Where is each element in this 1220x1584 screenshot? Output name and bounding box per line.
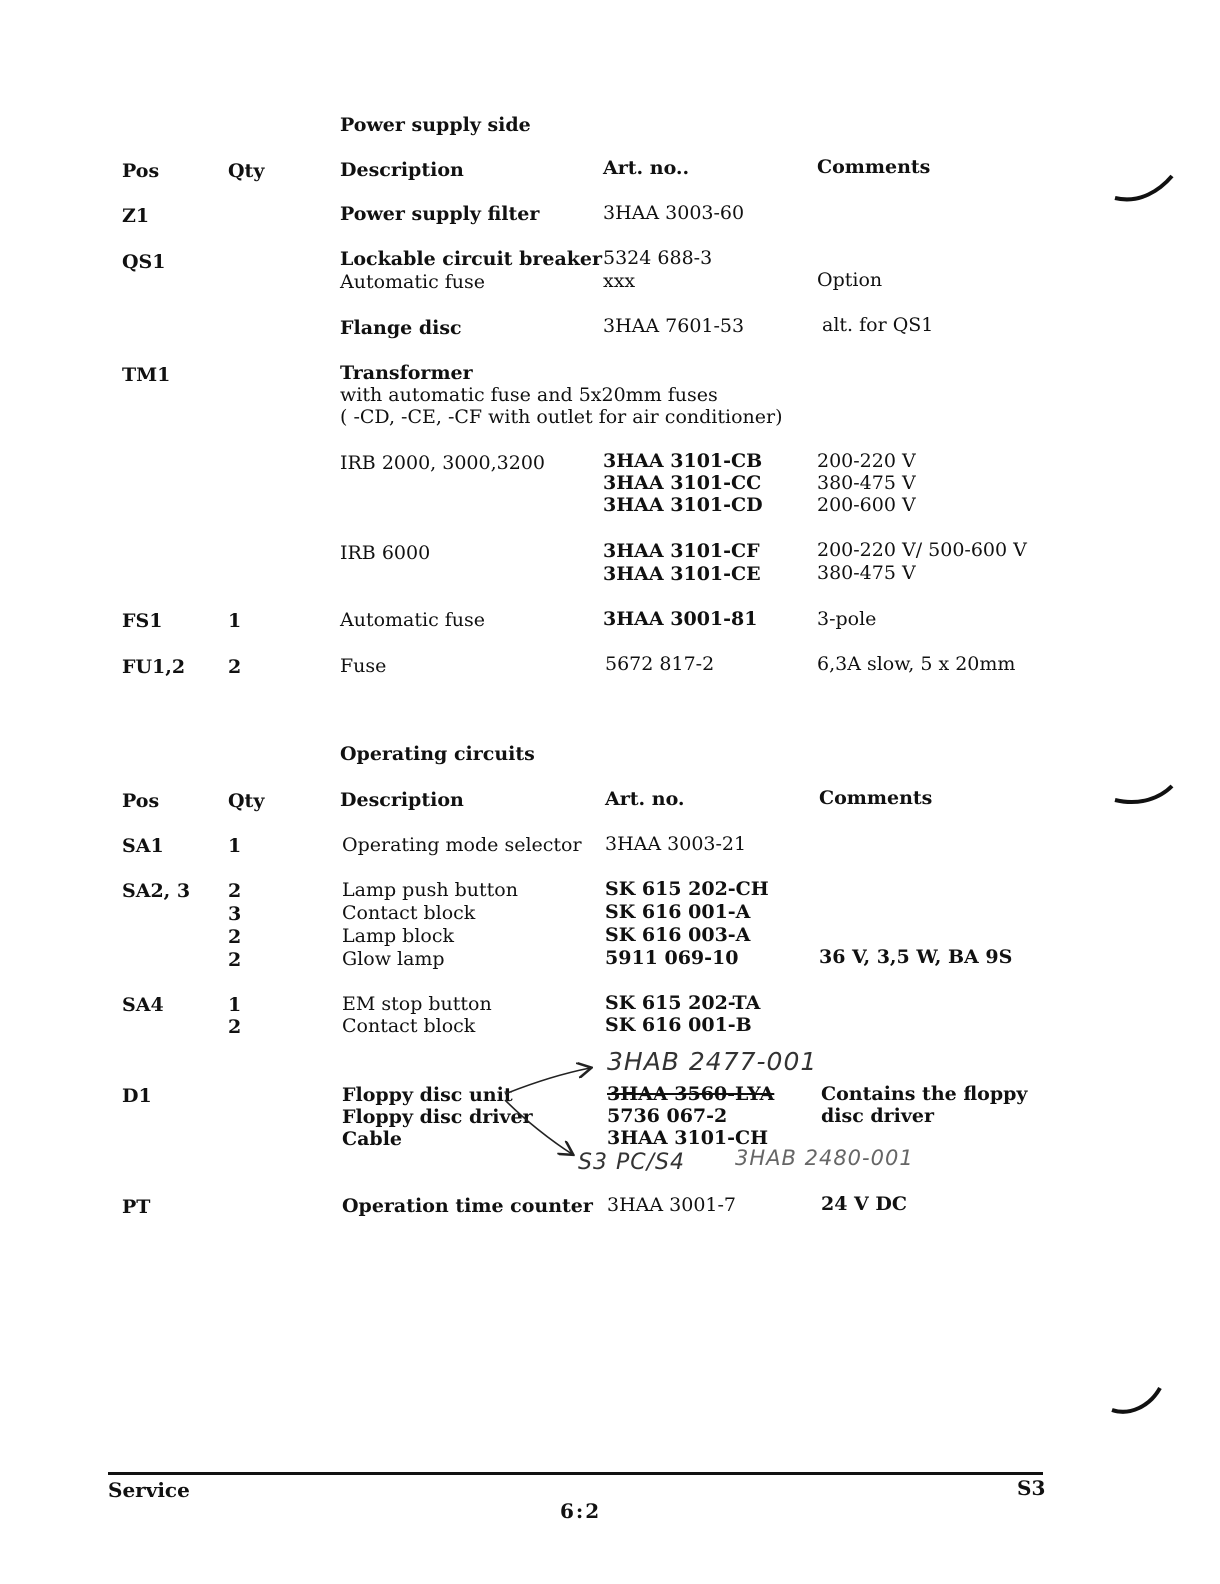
arrow-to-cable-art-no	[505, 1100, 572, 1154]
sa4-qty-2: 2	[228, 1016, 242, 1038]
sa1-pos: SA1	[122, 835, 164, 857]
auto-fuse-option-description: Automatic fuse	[340, 271, 486, 293]
sa4-art-no-1: SK 615 202-TA	[605, 992, 761, 1014]
sa23-art-no-4: 5911 069-10	[605, 947, 739, 969]
power-header-pos: Pos	[122, 160, 160, 182]
qs1-art-no: 5324 688-3	[603, 247, 713, 269]
operating-section-title: Operating circuits	[340, 743, 535, 765]
qs1-pos: QS1	[122, 251, 166, 273]
fs1-description: Automatic fuse	[340, 609, 486, 631]
d1-pos: D1	[122, 1085, 152, 1107]
fu12-art-no: 5672 817-2	[605, 653, 715, 675]
irb-b-model: IRB 6000	[340, 542, 431, 564]
d1-art-no-3: 3HAA 3101-CH	[607, 1127, 769, 1149]
fu12-description: Fuse	[340, 655, 387, 677]
tm1-description-line3: ( -CD, -CE, -CF with outlet for air conditioner)	[340, 406, 783, 428]
fs1-pos: FS1	[122, 610, 163, 632]
irb-a-comment-3: 200-600 V	[817, 494, 916, 516]
d1-comment-1: Contains the floppy	[821, 1083, 1028, 1105]
power-section-title: Power supply side	[340, 114, 531, 136]
d1-description-1: Floppy disc unit	[342, 1084, 513, 1106]
d1-description-2: Floppy disc driver	[342, 1106, 533, 1128]
sa23-description-2: Contact block	[342, 902, 476, 924]
sa23-pos: SA2, 3	[122, 880, 191, 902]
power-header-comments: Comments	[817, 156, 931, 178]
flange-disc-description: Flange disc	[340, 317, 462, 339]
operating-header-description: Description	[340, 789, 464, 811]
sa23-qty-2: 3	[228, 903, 242, 925]
sa23-qty-1: 2	[228, 880, 242, 902]
footer-page-number: 6:2	[560, 1499, 602, 1523]
fs1-comment: 3-pole	[817, 608, 877, 630]
irb-b-art-no-2: 3HAA 3101-CE	[603, 563, 761, 585]
sa4-pos: SA4	[122, 994, 164, 1016]
fu12-qty: 2	[228, 656, 242, 678]
qs1-description: Lockable circuit breaker	[340, 248, 603, 270]
auto-fuse-option-art-no: xxx	[603, 270, 636, 292]
sa4-description-1: EM stop button	[342, 993, 492, 1015]
margin-mark-bottom	[1112, 1388, 1160, 1412]
operating-header-comments: Comments	[819, 787, 933, 809]
fu12-pos: FU1,2	[122, 656, 186, 678]
handwritten-new-art-no: 3HAB 2477-001	[607, 1047, 818, 1076]
pt-pos: PT	[122, 1196, 151, 1218]
sa1-qty: 1	[228, 835, 242, 857]
z1-description: Power supply filter	[340, 203, 540, 225]
sa23-description-3: Lamp block	[342, 925, 454, 947]
power-header-qty: Qty	[228, 160, 265, 182]
pt-comment: 24 V DC	[821, 1193, 908, 1215]
irb-a-art-no-2: 3HAA 3101-CC	[603, 472, 762, 494]
flange-disc-art-no: 3HAA 7601-53	[603, 315, 745, 337]
fs1-art-no: 3HAA 3001-81	[603, 608, 758, 630]
sa23-description-1: Lamp push button	[342, 879, 518, 901]
sa23-qty-4: 2	[228, 949, 242, 971]
tm1-description-line2: with automatic fuse and 5x20mm fuses	[340, 384, 718, 406]
irb-a-art-no-3: 3HAA 3101-CD	[603, 494, 763, 516]
pt-description: Operation time counter	[342, 1195, 593, 1217]
power-header-art-no: Art. no..	[603, 157, 690, 179]
power-header-description: Description	[340, 159, 464, 181]
handwritten-cable-art-no: 3HAB 2480-001	[735, 1146, 914, 1170]
sa23-qty-3: 2	[228, 926, 242, 948]
margin-mark-top	[1115, 176, 1172, 199]
d1-comment-2: disc driver	[821, 1105, 935, 1127]
irb-a-comment-2: 380-475 V	[817, 472, 916, 494]
irb-a-art-no-1: 3HAA 3101-CB	[603, 450, 763, 472]
sa23-art-no-2: SK 616 001-A	[605, 901, 751, 923]
footer-rule	[108, 1472, 1043, 1475]
sa4-art-no-2: SK 616 001-B	[605, 1014, 752, 1036]
sa1-description: Operating mode selector	[342, 834, 582, 856]
sa23-description-4: Glow lamp	[342, 948, 445, 970]
sa23-art-no-1: SK 615 202-CH	[605, 878, 769, 900]
tm1-pos: TM1	[122, 364, 171, 386]
tm1-description: Transformer	[340, 362, 473, 384]
irb-a-comment-1: 200-220 V	[817, 450, 916, 472]
auto-fuse-option-comment: Option	[817, 269, 883, 291]
d1-art-no-2: 5736 067-2	[607, 1105, 728, 1127]
pt-art-no: 3HAA 3001-7	[607, 1194, 737, 1216]
operating-header-qty: Qty	[228, 790, 265, 812]
margin-mark-middle	[1115, 786, 1172, 802]
arrow-to-new-art-no	[505, 1068, 590, 1094]
irb-b-comment-1: 200-220 V/ 500-600 V	[817, 539, 1027, 561]
sa1-art-no: 3HAA 3003-21	[605, 833, 747, 855]
operating-header-pos: Pos	[122, 790, 160, 812]
flange-disc-comment: alt. for QS1	[822, 314, 934, 336]
z1-pos: Z1	[122, 205, 150, 227]
irb-b-art-no-1: 3HAA 3101-CF	[603, 540, 760, 562]
d1-description-3: Cable	[342, 1128, 403, 1150]
operating-header-art-no: Art. no.	[605, 788, 685, 810]
irb-a-model: IRB 2000, 3000,3200	[340, 452, 545, 474]
irb-b-comment-2: 380-475 V	[817, 562, 916, 584]
fs1-qty: 1	[228, 610, 242, 632]
footer-service: Service	[108, 1478, 190, 1502]
sa23-comment: 36 V, 3,5 W, BA 9S	[819, 946, 1013, 968]
handwritten-cable-ref: S3 PC/S4	[578, 1150, 685, 1175]
sa23-art-no-3: SK 616 003-A	[605, 924, 751, 946]
fu12-comment: 6,3A slow, 5 x 20mm	[817, 653, 1016, 675]
footer-section: S3	[1017, 1476, 1046, 1500]
sa4-description-2: Contact block	[342, 1015, 476, 1037]
d1-art-no-1-struck: 3HAA 3560-LYA	[607, 1083, 775, 1105]
z1-art-no: 3HAA 3003-60	[603, 202, 745, 224]
sa4-qty-1: 1	[228, 994, 242, 1016]
